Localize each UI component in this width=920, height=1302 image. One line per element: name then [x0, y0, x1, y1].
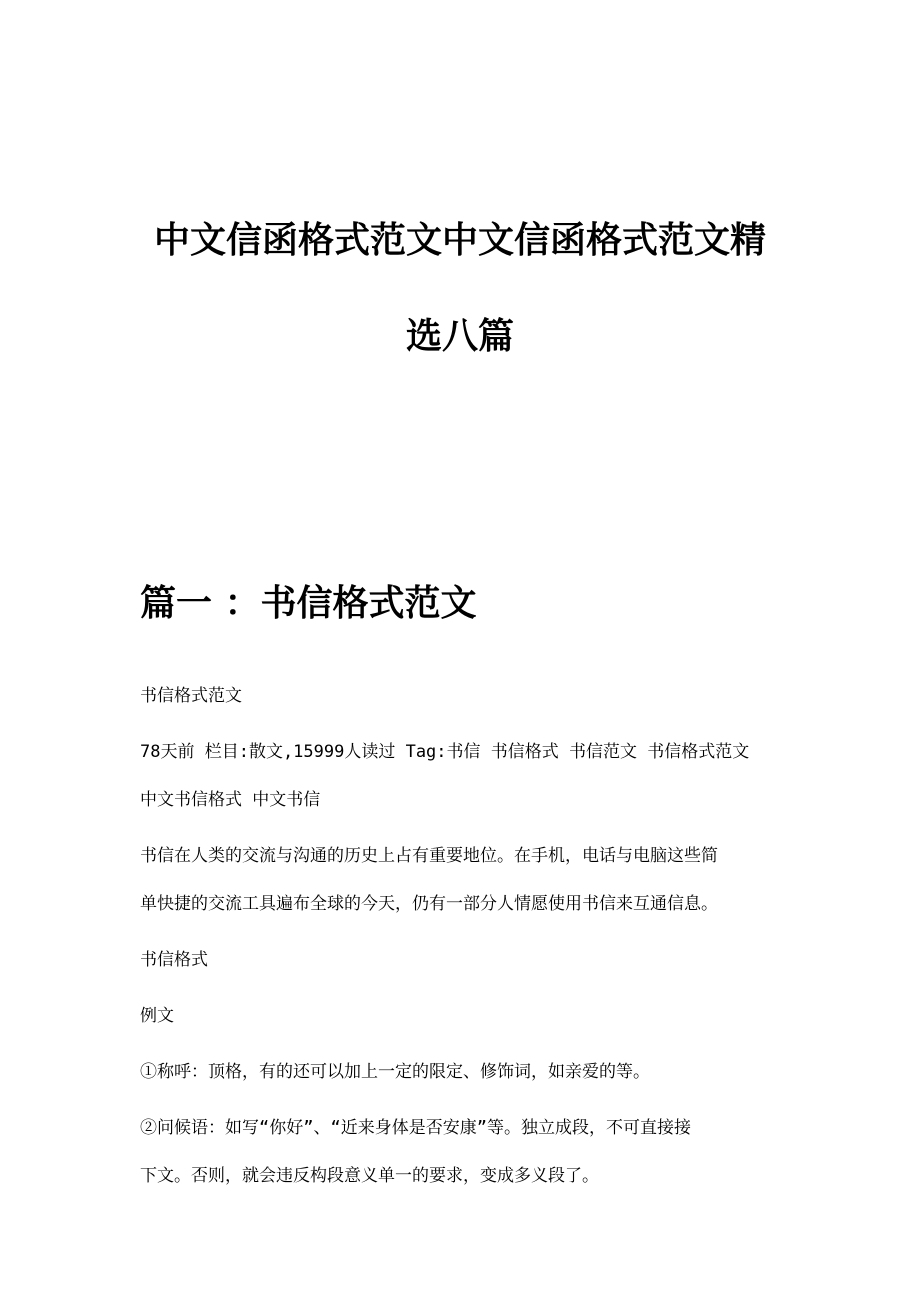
article-meta-line-1: 78天前 栏目:散文,15999人读过 Tag:书信 书信格式 书信范文 书信格式范文: [140, 742, 750, 762]
list-item-salutation: ①称呼：顶格，有的还可以加上一定的限定、修饰词，如亲爱的等。: [140, 1062, 650, 1082]
intro-paragraph-line-2: 单快捷的交流工具遍布全球的今天，仍有一部分人情愿使用书信来互通信息。: [140, 894, 718, 914]
list-item-greeting-line-1: ②问候语：如写“你好”、“近来身体是否安康”等。独立成段，不可直接接: [140, 1118, 691, 1138]
list-item-greeting-line-2: 下文。否则，就会违反构段意义单一的要求，变成多义段了。: [140, 1166, 599, 1186]
article-subtitle: 书信格式范文: [140, 686, 242, 706]
example-heading: 例文: [140, 1006, 174, 1026]
section-heading: 篇一 ：书信格式范文: [140, 582, 477, 624]
intro-paragraph-line-1: 书信在人类的交流与沟通的历史上占有重要地位。在手机，电话与电脑这些简: [140, 846, 718, 866]
article-meta-line-2: 中文书信格式 中文书信: [140, 790, 321, 810]
format-heading: 书信格式: [140, 950, 208, 970]
document-title-line-1: 中文信函格式范文中文信函格式范文精: [153, 219, 766, 261]
document-title-line-2: 选八篇: [405, 315, 514, 357]
